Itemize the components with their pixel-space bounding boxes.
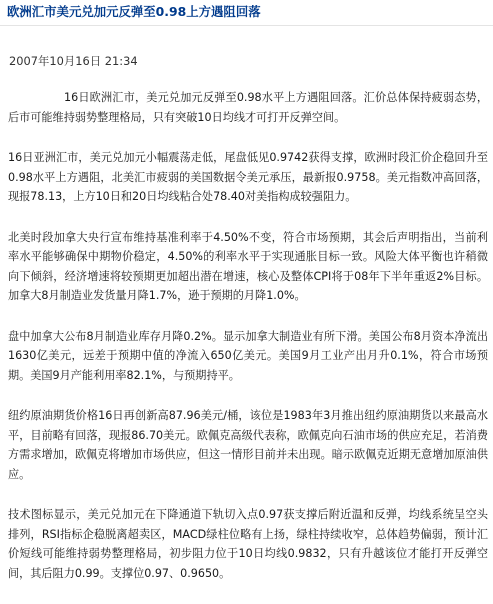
article-title[interactable]: 欧洲汇市美元兑加元反弹至0.98上方遇阻回落 <box>7 4 261 19</box>
title-bar <box>0 0 493 26</box>
paragraph-summary: 16日欧洲汇市，美元兑加元反弹至0.98水平上方遇阻回落。汇价总体保持疲弱态势，后市可能维持弱势整理格局，只有突破10日均线才可打开反弹空间。 <box>8 91 488 124</box>
paragraph-asia-session: 16日亚洲汇市，美元兑加元小幅震荡走低，尾盘低见0.9742获得支撑，欧洲时段汇价企稳回升至0.98水平上方遇阻，北美汇市疲弱的美国数据令美元承压，最新报0.9758。美元指数冲高回落，现报78.13，上方10日和20日均线粘合处78.40对美指构成较强阻力。 <box>8 151 488 203</box>
paragraph-economic-data: 盘中加拿大公布8月制造业库存月降0.2%。显示加拿大制造业有所下滑。美国公布8月资本净流出1630亿美元，远差于预期中值的净流入650亿美元。美国9月工业产出月升0.1%，符合市场预期。美国9月产能利用率82.1%，与预期持平。 <box>8 329 488 382</box>
paragraph-oil-prices: 纽约原油期货价格16日再创新高87.96美元/桶，该位是1983年3月推出纽约原油期货以来最高水平，目前略有回落，现报86.70美元。欧佩克高级代表称，欧佩克向石油市场的供应充足，若消费方需求增加，欧佩克将增加市场供应，但这一情形目前并未出现。暗示欧佩克近期无意增加原油供应。 <box>8 409 488 481</box>
paragraph-technical-analysis: 技术图标显示，美元兑加元在下降通道下轨切入点0.97获支撑后附近温和反弹，均线系统呈空头排列，RSI指标企稳脱离超卖区，MACD绿柱位略有上扬，绿柱持续收窄，总体趋势偏弱，预计汇价短线可能维持弱势整理格局，初步阻力位于10日均线0.9832，只有升越该位才能打开反弹空间，其后阻力0.99。支撑位0.97、0.9650。 <box>8 508 488 580</box>
article-datetime: 2007年10月16日 21:34 <box>9 54 138 68</box>
article-body <box>8 88 488 604</box>
paragraph-boc-decision: 北美时段加拿大央行宣布维持基准利率于4.50%不变，符合市场预期，其会后声明指出，当前利率水平能够确保中期物价稳定，4.50%的利率水平于实现通胀目标一致。风险大体平衡也许稍微向下倾斜，经济增速将较预期更加超出潜在增速，核心及整体CPI将于08年下半年重返2%目标。加拿大8月制造业发货量月降1.7%，逊于预期的月降1.0%。 <box>8 230 488 302</box>
